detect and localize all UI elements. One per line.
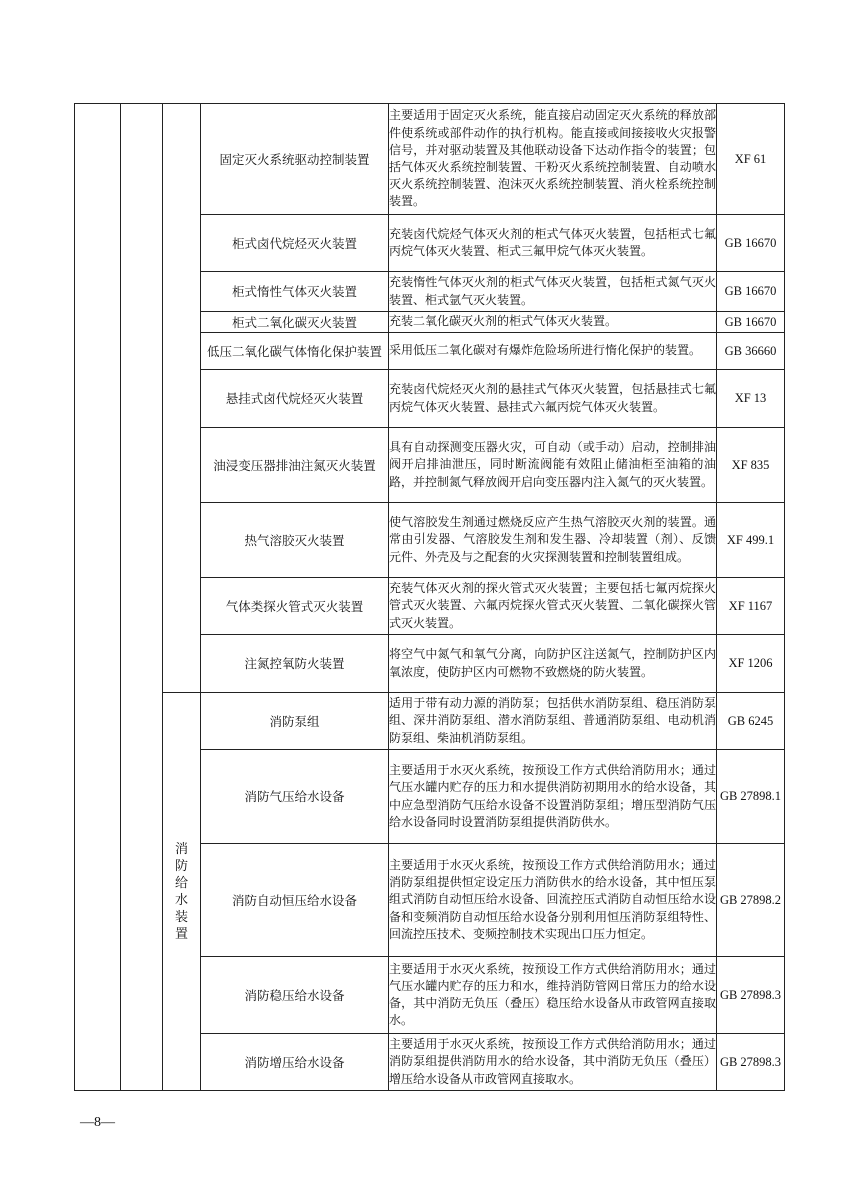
standard-code: GB 16670 [717,312,785,333]
product-description: 主要适用于水灭火系统，按预设工作方式供给消防用水；通过消防泵组提供消防用水的给水设备，其中消防无负压（叠压）增压给水设备从市政管网直接取水。 [389,1034,717,1091]
product-description: 充装二氧化碳灭火剂的柜式气体灭火装置。 [389,312,717,333]
product-description: 将空气中氮气和氧气分离，向防护区注送氮气，控制防护区内氧浓度，使防护区内可燃物不致燃烧的防火装置。 [389,635,717,693]
standard-code: GB 16670 [717,272,785,312]
standard-code: GB 27898.3 [717,1034,785,1091]
standard-code: GB 16670 [717,215,785,272]
product-description: 使气溶胶发生剂通过燃烧反应产生热气溶胶灭火剂的装置。通常由引发器、气溶胶发生剂和发生器、冷却装置（剂）、反馈元件、外壳及与之配套的火灾探测装置和控制装置组成。 [389,503,717,578]
equipment-table [74,103,785,1091]
product-description: 采用低压二氧化碳对有爆炸危险场所进行惰化保护的装置。 [389,333,717,370]
product-name: 气体类探火管式灭火装置 [201,578,389,635]
product-name: 消防气压给水设备 [201,750,389,844]
product-description: 充装卤代烷烃气体灭火剂的柜式气体灭火装置，包括柜式七氟丙烷气体灭火装置、柜式三氟甲烷气体灭火装置。 [389,215,717,272]
product-name: 柜式卤代烷烃灭火装置 [201,215,389,272]
product-name: 消防稳压给水设备 [201,957,389,1034]
category-column-1 [75,104,121,1091]
standard-code: XF 1167 [717,578,785,635]
product-name: 注氮控氧防火装置 [201,635,389,693]
product-description: 充装气体灭火剂的探火管式灭火装置；主要包括七氟丙烷探火管式灭火装置、六氟丙烷探火管式灭火装置、二氧化碳探火管式灭火装置。 [389,578,717,635]
product-name: 悬挂式卤代烷烃灭火装置 [201,370,389,428]
product-description: 主要适用于固定灭火系统，能直接启动固定灭火系统的释放部件使系统或部件动作的执行机构。能直接或间接接收火灾报警信号，并对驱动装置及其他联动设备下达动作指令的装置；包括气体灭火系统控制装置、干粉灭火系统控制装置、自动喷水灭火系统控制装置、泡沫灭火系统控制装置、消火栓系统控制装置。 [389,104,717,215]
standard-code: GB 36660 [717,333,785,370]
product-description: 主要适用于水灭火系统，按预设工作方式供给消防用水；通过消防泵组提供恒定设定压力消防供水的给水设备，其中恒压泵组式消防自动恒压给水设备、回流控压式消防自动恒压给水设备和变频消防自动恒压给水设备分别利用恒压消防泵组特性、回流控压技术、变频控制技术实现出口压力恒定。 [389,844,717,957]
standard-code: GB 27898.3 [717,957,785,1034]
product-description: 具有自动探测变压器火灾，可自动（或手动）启动，控制排油阀开启排油泄压，同时断流阀能有效阻止储油柜至油箱的油路，并控制氮气释放阀开启向变压器内注入氮气的灭火装置。 [389,428,717,503]
standard-code: GB 27898.1 [717,750,785,844]
category-water-supply [163,693,201,1091]
product-description: 主要适用于水灭火系统，按预设工作方式供给消防用水；通过气压水罐内贮存的压力和水提供消防初期用水的给水设备，其中应急型消防气压给水设备不设置消防泵组；增压型消防气压给水设备同时设置消防泵组提供消防供水。 [389,750,717,844]
page-number: —8— [80,1115,115,1130]
product-name: 消防自动恒压给水设备 [201,844,389,957]
product-name: 柜式二氧化碳灭火装置 [201,312,389,333]
standard-code: XF 835 [717,428,785,503]
product-description: 适用于带有动力源的消防泵；包括供水消防泵组、稳压消防泵组、深井消防泵组、潜水消防泵组、普通消防泵组、电动机消防泵组、柴油机消防泵组。 [389,693,717,750]
product-name: 热气溶胶灭火装置 [201,503,389,578]
standard-code: XF 13 [717,370,785,428]
product-name: 低压二氧化碳气体惰化保护装置 [201,333,389,370]
product-name: 油浸变压器排油注氮灭火装置 [201,428,389,503]
standard-code: XF 499.1 [717,503,785,578]
product-name: 消防增压给水设备 [201,1034,389,1091]
standard-code: GB 6245 [717,693,785,750]
product-name: 固定灭火系统驱动控制装置 [201,104,389,215]
standard-code: GB 27898.2 [717,844,785,957]
standard-code: XF 1206 [717,635,785,693]
category-label: 消防给水装置 [174,841,188,942]
product-name: 消防泵组 [201,693,389,750]
category-column-3 [163,104,201,693]
standard-code: XF 61 [717,104,785,215]
product-description: 充装惰性气体灭火剂的柜式气体灭火装置，包括柜式氮气灭火装置、柜式氩气灭火装置。 [389,272,717,312]
product-name: 柜式惰性气体灭火装置 [201,272,389,312]
product-description: 充装卤代烷烃灭火剂的悬挂式气体灭火装置，包括悬挂式七氟丙烷气体灭火装置、悬挂式六氟丙烷气体灭火装置。 [389,370,717,428]
category-column-2 [121,104,163,1091]
product-description: 主要适用于水灭火系统，按预设工作方式供给消防用水；通过气压水罐内贮存的压力和水，维持消防管网日常压力的给水设备，其中消防无负压（叠压）稳压给水设备从市政管网直接取水。 [389,957,717,1034]
